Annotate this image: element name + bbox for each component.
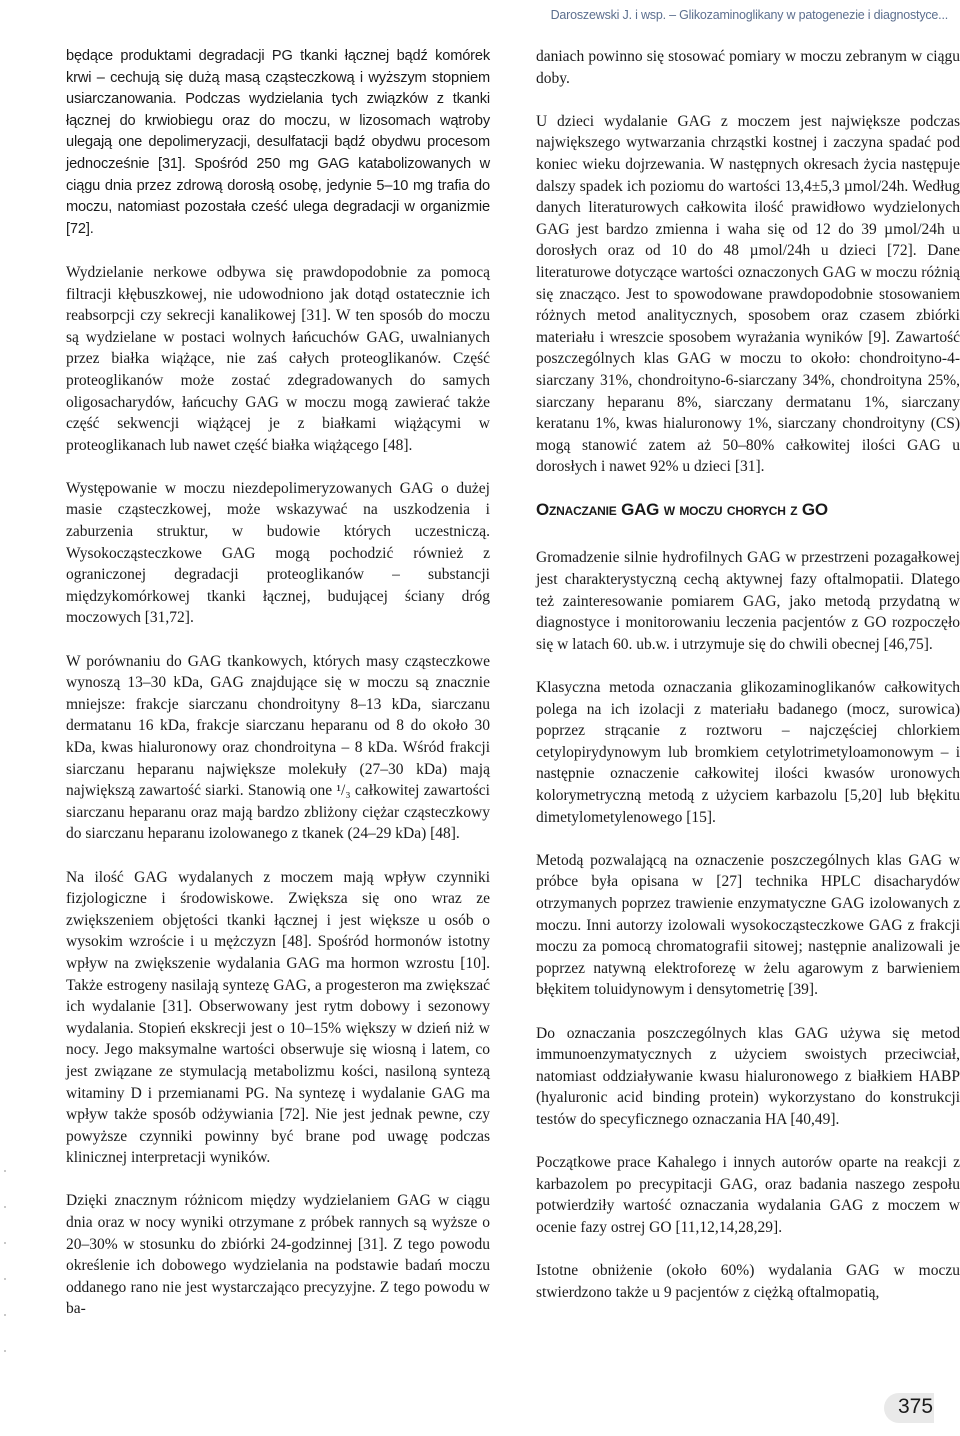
paragraph-right-3: Gromadzenie silnie hydrofilnych GAG w przestrzeni pozagałkowej jest charakterystyczną cechą aktywnej fazy oftalmopatii. Dlatego też zainteresowanie pomiarem GAG, jako metodą przydatną w diagnostyce i monitorowaniu leczenia pacjentów z GO rozpoczęło się w latach 60. ub.w. i utrzymuje się do chwili obecnej [46,75]. [536,549,960,653]
running-header: Daroszewski J. i wsp. – Glikozaminoglikany w patogenezie i diagnostyce... [550,8,948,22]
paragraph-right-5: Metodą pozwalającą na oznaczenie poszczególnych klas GAG w próbce była opisana w [27] technika HPLC disacharydów otrzymanych poprzez trawienie enzymatyczne GAG izolowanych z moczu. Inni autorzy izolowali wysokocząsteczkowe GAG z frakcji moczu za pomocą chromatografii sitowej; następnie analizowali je poprzez natywną elektroforezę w żelu agarowym z barwieniem błękitem toluidynowym i densytometrię [39]. [536,851,960,999]
paragraph-right-4: Klasyczna metoda oznaczania glikozaminoglikanów całkowitych polega na ich izolacji z materiału badanego (mocz, surowica) poprzez strącanie z roztworu – najczęściej chlorkiem cetylopirydynowym lub bromkiem cetylotrimetyloamonowym – i następnie oznaczenie całkowitej ilości kwasów uronowych kolorymetryczną metodą z użyciem karbazolu [5,20] lub błękitu dimetylometylenowego [15]. [536,679,960,826]
page-number-text: 375 [898,1395,934,1418]
edge-marks [4,1170,8,1390]
section-heading: Oznaczanie GAG w moczu chorych z GO [536,500,828,520]
paragraph-left-4: W porównaniu do GAG tkankowych, których masy cząsteczkowe wynoszą 13–30 kDa, GAG znajdujące się w moczu są znacznie mniejsze: frakcje siarczanu chondroityny 8–13 kDa, siarczanu dermatanu 16 kDa, frakcje siarczanu heparanu od 8 do około 30 kDa, kwas hialuronowy oraz chondroityna – 8 kDa. Wśród frakcji siarczanu heparanu największe molekuły (27–30 kDa) mają największą zawartość siarki. Stanowią one ¹/₃ całkowitej zawartości siarczanu heparanu oraz mają bardzo zbliżony ciężar cząsteczkowy do siarczanu heparanu izolowanego z tkanek (24–29 kDa) [48]. [66,652,490,843]
paragraph-left-1: będące produktami degradacji PG tkanki łącznej bądź komórek krwi – cechują się dużą masą cząsteczkową i wyższym stopniem usiarczanowania. Podczas wydzielania tych związków z tkanki łącznej do krwiobiegu oraz do moczu, w lizosomach wątroby ulegają one depolimeryzacji, desulfatacji bądź obydwu procesom jednocześnie [31]. Spośród 250 mg GAG katabolizowanych w ciągu dnia przez zdrową dorosłą osobę, jedynie 5–10 mg trafia do moczu, natomiast pozostała cześć ulega degradacji w organizmie [72]. [66,48,490,237]
paragraph-right-6: Do oznaczania poszczególnych klas GAG używa się metod immunoenzymatycznych z użyciem swoistych przeciwciał, natomiast oddziaływanie kwasu hialuronowego z białkiem HABP (hyaluronic acid binding protein) wykorzystano do konstrukcji testów do specyficznego oznaczania HA [40,49]. [536,1024,960,1128]
paragraph-left-6: Dzięki znacznym różnicom między wydzielaniem GAG w ciągu dnia oraz w nocy wyniki otrzymane z próbek rannych są wyższe o 20–30% w stosunku do zbiórki 24-godzinnej [31]. Z tego powodu określenie ich dobowego wydzielania na podstawie badań moczu oddanego rano nie jest wystarczająco precyzyjne. Z tego powodu w ba- [66,1192,490,1318]
paragraph-left-2: Wydzielanie nerkowe odbywa się prawdopodobnie za pomocą filtracji kłębuszkowej, nie udowodniono jak dotąd ostatecznie ich reabsorpcji czy sekrecji kanalikowej [31]. W ten sposób do moczu są wydzielane w postaci wolnych łańcuchów GAG, uwalnianych przez białka wiążące, nie zaś całych proteoglikanów. Część proteoglikanów może zostać zdegradowanych do samych oligosacharydów, łańcuchy GAG w moczu mogą zawierać także część sekwencji wiążącej je z białkami wiążącymi w proteoglikanach lub nawet część białka wiążącego [48]. [66,263,490,454]
right-column [536,46,960,1325]
paragraph-right-8: Istotne obniżenie (około 60%) wydalania GAG w moczu stwierdzono także u 9 pacjentów z ciężką oftalmopatią, [536,1262,960,1301]
paragraph-left-3: Występowanie w moczu niezdepolimeryzowanych GAG o dużej masie cząsteczkowej, może wskazywać na uszkodzenia i zaburzenia struktur, w budowie których uczestniczą. Wysokocząsteczkowe GAG mogą pochodzić również z ograniczonej degradacji proteoglikanów – substancji międzykomórkowej tkanki łącznej, budującej ściany dróg moczowych [31,72]. [66,479,490,627]
paragraph-right-7: Początkowe prace Kahalego i innych autorów oparte na reakcji z karbazolem po precypitacji GAG, oraz badania naszego zespołu potwierdziły wartość oznaczania wydalania GAG z moczem w ocenie fazy ostrej GO [11,12,14,28,29]. [536,1154,960,1236]
left-column [66,46,490,1342]
paragraph-left-5: Na ilość GAG wydalanych z moczem mają wpływ czynniki fizjologiczne i środowiskowe. Zwiększa się ono wraz ze zwiększeniem objętości tkanki łącznej i jest większe u osób o wysokim wzroście i u mężczyzn [48]. Spośród hormonów istotny wpływ na zwiększenie wydalania GAG ma hormon wzrostu [10]. Także estrogeny nasilają syntezę GAG, a progesteron ma zwiększać ich wydalanie [31]. Obserwowany jest rytm dobowy i sezonowy wydalania. Stopień ekskrecji jest o 10–15% większy w dzień niż w nocy. Jego maksymalne wartości obserwuje się wiosną i latem, co jest związane ze stymulacją metabolizmu kości, nasiloną syntezą witaminy D i przemianami PG. Na syntezę i wydalanie GAG ma wpływ także sposób odżywiania [72]. Nie jest jednak pewne, czy powyższe czynniki powinny być brane pod uwagę podczas klinicznej interpretacji wyników. [66,868,490,1167]
page-number [884,1390,956,1424]
paragraph-right-1: daniach powinno się stosować pomiary w moczu zebranym w ciągu doby. [536,48,960,87]
paragraph-right-2: U dzieci wydalanie GAG z moczem jest największe podczas największego wytwarzania chrząstki kostnej i zaczyna spadać pod koniec wieku dojrzewania. W następnych okresach życia następuje dalszy spadek ich poziomu do wartości 13,4±5,3 µmol/24h. Według danych literaturowych całkowita ilość prawidłowo wydzielonych GAG jest bardzo zmienna i waha się od 12 do 39 µmol/24h u dorosłych oraz od 10 do 48 µmol/24h u dzieci [72]. Dane literaturowe dotyczące wartości oznaczonych GAG w moczu różnią się znacząco. Jest to spowodowane prawdopodobnie stosowaniem różnych metod analitycznych, sposobem oraz czasem zbiórki materiału i wreszcie sposobem wyrażania wyników [9]. Zawartość poszczególnych klas GAG w moczu to około: chondroityno-4-siarczany 31%, chondroityno-6-siarczany 34%, chondroityna 25%, siarczany heparanu 8%, siarczany dermatanu 1%, siarczany keratanu 1%, kwas hialuronowy 1%, siarczany chondroityny (CS) mogą stanowić zatem aż 50–80% całkowitej ilości GAG u dorosłych i nawet 92% u dzieci [31]. [536,112,960,476]
